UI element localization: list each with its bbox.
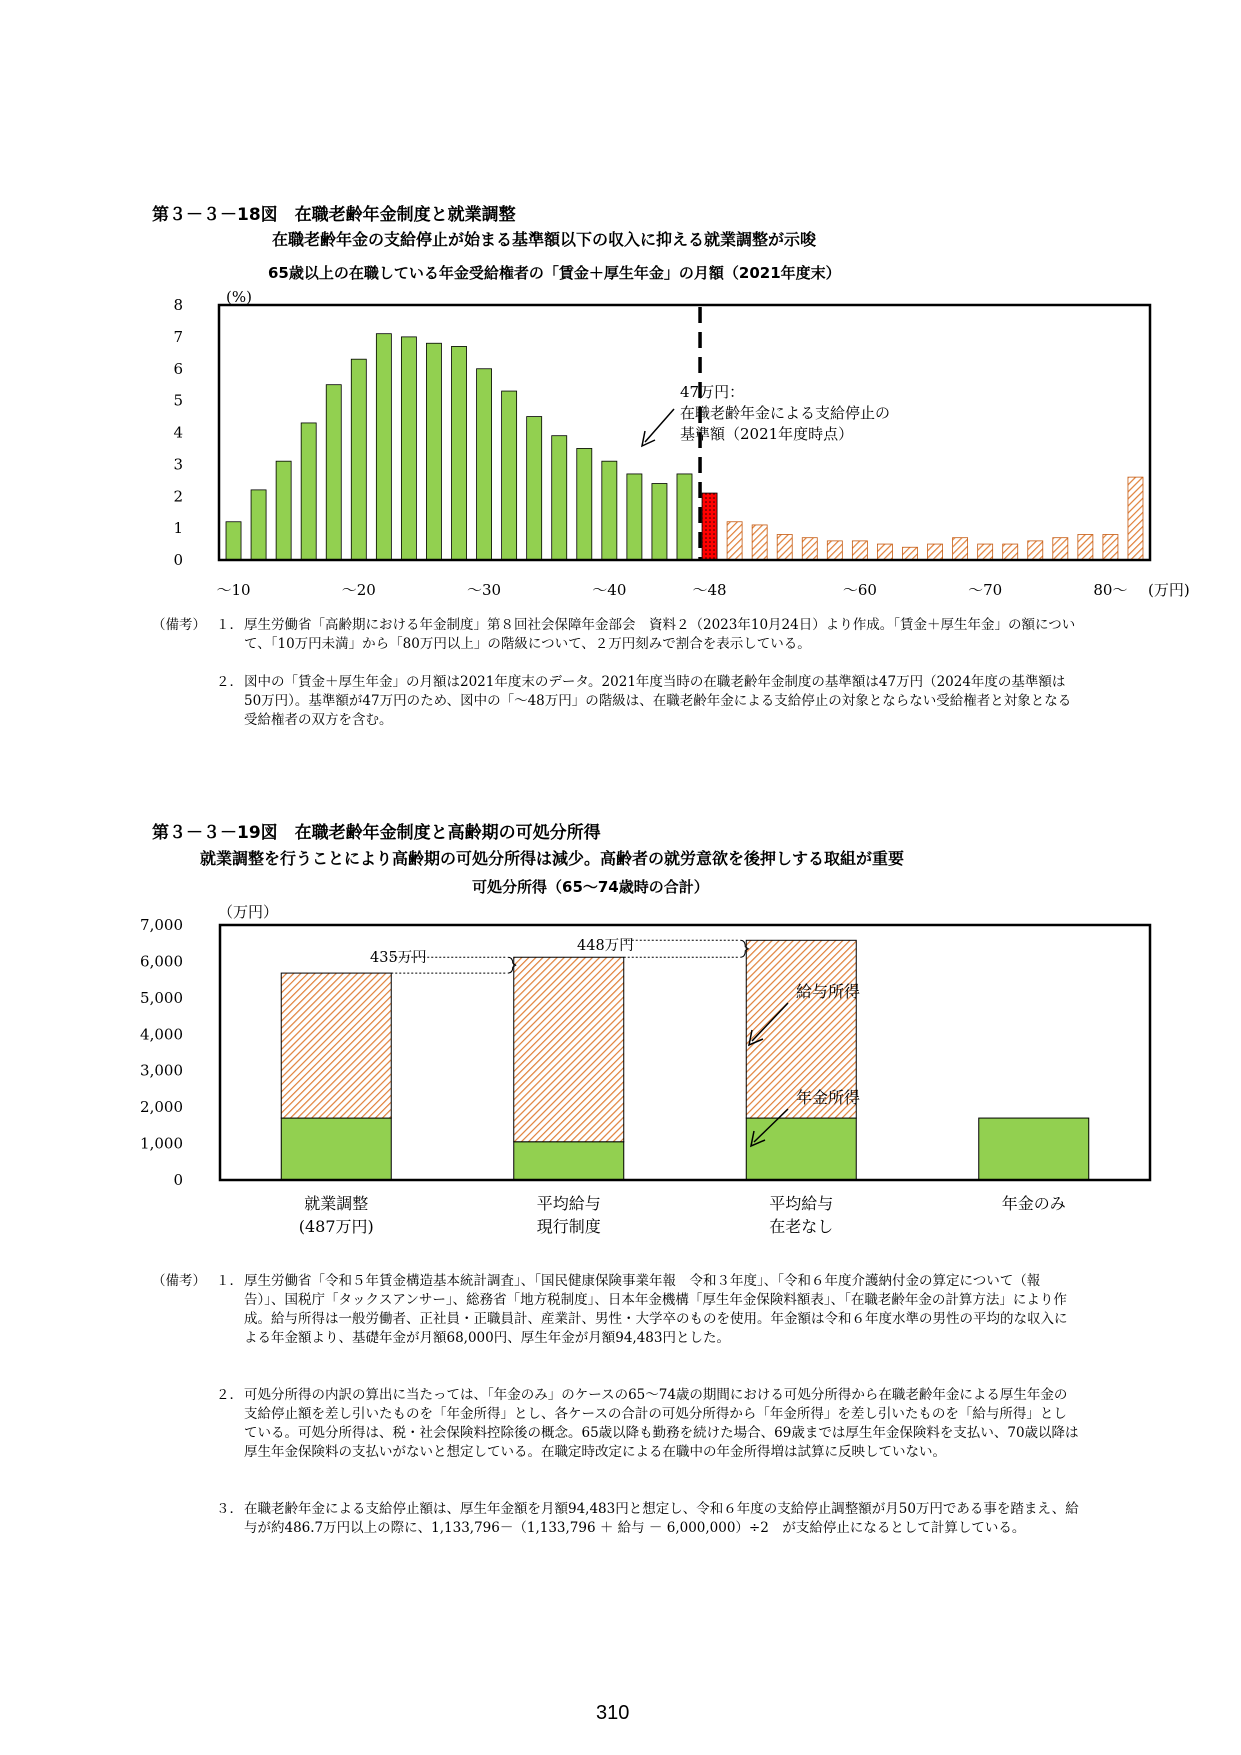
y-tick-label: 1,000 (140, 1134, 183, 1153)
x-category-label: 年金のみ (1001, 1194, 1066, 1213)
x-tick-label: ～48 (692, 581, 727, 599)
y-tick-label: 1 (173, 519, 183, 538)
y-tick-label: 5 (173, 391, 183, 410)
y-tick-label: 0 (173, 551, 183, 569)
bar (452, 346, 467, 560)
bar (426, 343, 441, 560)
bar (1078, 535, 1093, 561)
notes-head: （備考） (152, 1273, 206, 1289)
note-text: 可処分所得の内訳の算出に当たっては、「年金のみ」のケースの65～74歳の期間における可処分所得から在職老齢年金による厚生年金の支給停止額を差し引いたものを「年金所得」とし、各ケースの合計の可処分所得から「年金所得」を差し引いたものを「給与所得」としている。可処分所得は、税・社会保険料控除後の概念。65歳以降も勤務を続けた場合、69歳までは厚生年金保険料を支払い、70歳以降は厚生年金保険料の支払いがないと想定している。在職定時改定による在職中の年金所得増は試算に反映していない。 (244, 1387, 1079, 1460)
x-category-label: (487万円) (298, 1217, 374, 1236)
y-tick-label: 3,000 (140, 1061, 183, 1080)
bar (226, 522, 241, 560)
bar (677, 474, 692, 560)
figure1-title: 第３－３－18図 在職老齢年金制度と就業調整 (152, 205, 516, 225)
y-tick-label: 7 (173, 327, 183, 346)
bar (351, 359, 366, 560)
bar (702, 493, 717, 560)
legend-salary-label: 給与所得 (796, 982, 861, 1001)
x-category-label: 平均給与 (536, 1194, 601, 1213)
bar (1128, 477, 1143, 560)
bar (527, 417, 542, 560)
bar-pension (281, 1118, 391, 1180)
figure2-title: 第３－３－19図 在職老齢年金制度と高齢期の可処分所得 (152, 823, 601, 843)
bar (376, 334, 391, 560)
page-number: 310 (596, 1702, 630, 1724)
x-tick-label: 80～ (1093, 581, 1128, 599)
figure1-notes (152, 616, 1092, 756)
bar-pension (746, 1118, 856, 1180)
bar (627, 474, 642, 560)
y-tick-label: 4,000 (140, 1025, 183, 1044)
bar (602, 461, 617, 560)
bar (577, 448, 592, 560)
chart1-xunit: (万円) (1148, 581, 1190, 599)
x-tick-label: ～40 (592, 581, 627, 599)
x-tick-label: ～30 (467, 581, 502, 599)
bar (251, 490, 266, 560)
bar (978, 544, 993, 560)
x-category-label: 在老なし (769, 1217, 834, 1236)
figure1-chart-title: 65歳以上の在職している年金受給権者の「賃金＋厚生年金」の月額（2021年度末） (268, 264, 841, 282)
x-category-label: 平均給与 (769, 1194, 834, 1213)
legend-pension-label: 年金所得 (796, 1088, 861, 1107)
note-number: １． (216, 1273, 243, 1289)
note-text: 厚生労働省「高齢期における年金制度」第８回社会保障年金部会 資料２（2023年10月24日）より作成。「賃金＋厚生年金」の額について、「10万円未満」から「80万円以上」の階級について、２万円刻みで割合を表示している。 (244, 617, 1076, 652)
bar (777, 535, 792, 561)
bar (1103, 535, 1118, 561)
bar (1053, 538, 1068, 560)
bar (301, 423, 316, 560)
bar (802, 538, 817, 560)
annotation-arrow (642, 409, 674, 446)
note-number: １． (216, 617, 243, 633)
y-tick-label: 3 (173, 455, 183, 474)
y-tick-label: 0 (173, 1171, 183, 1189)
bar (877, 544, 892, 560)
y-tick-label: 6,000 (140, 952, 183, 971)
diff-label-435: 435万円 (370, 950, 427, 966)
y-tick-label: 2 (173, 487, 183, 506)
note-number: ３． (216, 1501, 243, 1517)
figure1-subtitle: 在職老齢年金の支給停止が始まる基準額以下の収入に抑える就業調整が示唆 (272, 230, 817, 249)
x-tick-label: ～20 (341, 581, 376, 599)
x-category-label: 就業調整 (304, 1194, 369, 1213)
bar-salary (281, 973, 391, 1118)
chart2-svg (140, 900, 1100, 1240)
note-text: 在職老齢年金による支給停止額は、厚生年金額を月額94,483円と想定し、令和６年度の支給停止調整額が月50万円である事を踏まえ、給与が約486.7万円以上の際に、1,133,796－（1,133,796 ＋ 給与 － 6,000,000）÷2 が支給停止になるとして計算している。 (244, 1501, 1079, 1536)
bar (552, 436, 567, 560)
bar (852, 541, 867, 560)
bar (652, 484, 667, 561)
x-tick-label: ～70 (968, 581, 1003, 599)
bar-salary (514, 957, 624, 1142)
figure2-notes (152, 1272, 1092, 1572)
note-text: 厚生労働省「令和５年賃金構造基本統計調査」、「国民健康保険事業年報 令和３年度」、「令和６年度介護納付金の算定について（報告）」、国税庁「タックスアンサー」、総務省「地方税制度」、日本年金機構「厚生年金保険料額表」、「在職老齢年金の計算方法」により作成。給与所得は一般労働者、正社員・正職員計、産業計、男性・大学卒のものを使用。年金額は令和６年度水準の男性の平均的な収入による年金額より、基礎年金が月額68,000円、厚生年金が月額94,483円とした。 (244, 1273, 1068, 1346)
bar (326, 385, 341, 560)
y-tick-label: 5,000 (140, 988, 183, 1007)
y-tick-label: 4 (173, 423, 183, 442)
x-tick-label: ～10 (216, 581, 251, 599)
bar (953, 538, 968, 560)
chart1-svg (140, 284, 1190, 602)
bar (401, 337, 416, 560)
chart2-ylabel: （万円） (218, 903, 279, 921)
bar (727, 522, 742, 560)
bar (276, 461, 291, 560)
y-tick-label: 6 (173, 359, 183, 378)
bar (827, 541, 842, 560)
bar (902, 547, 917, 560)
note-number: ２． (216, 1387, 243, 1403)
chart1-ylabel: (%) (226, 288, 252, 306)
note-number: ２． (216, 674, 243, 690)
threshold-annotation-line3: 基準額（2021年度時点） (680, 425, 854, 443)
bar-pension (514, 1142, 624, 1180)
bar (1028, 541, 1043, 560)
threshold-annotation-line2: 在職老齢年金による支給停止の (680, 404, 891, 422)
x-tick-label: ～60 (842, 581, 877, 599)
bar (502, 391, 517, 560)
y-tick-label: 8 (173, 296, 183, 314)
bar (477, 369, 492, 560)
bar (1003, 544, 1018, 560)
y-tick-label: 7,000 (140, 916, 183, 934)
bar-pension (979, 1118, 1089, 1180)
bar (752, 525, 767, 560)
figure2-subtitle: 就業調整を行うことにより高齢期の可処分所得は減少。高齢者の就労意欲を後押しする取組が重要 (200, 849, 905, 868)
bar (928, 544, 943, 560)
diff-label-448: 448万円 (577, 938, 634, 954)
x-category-label: 現行制度 (536, 1217, 601, 1236)
threshold-annotation-line1: 47万円： (680, 383, 745, 401)
y-tick-label: 2,000 (140, 1098, 183, 1117)
figure2-chart-title: 可処分所得（65～74歳時の合計） (472, 878, 709, 896)
note-text: 図中の「賃金＋厚生年金」の月額は2021年度末のデータ。2021年度当時の在職老齢年金制度の基準額は47万円（2024年度の基準額は50万円）。基準額が47万円のため、図中の「～48万円」の階級は、在職老齢年金による支給停止の対象とならない受給権者と対象となる受給権者の双方を含む。 (244, 674, 1072, 728)
notes-head: （備考） (152, 617, 206, 633)
